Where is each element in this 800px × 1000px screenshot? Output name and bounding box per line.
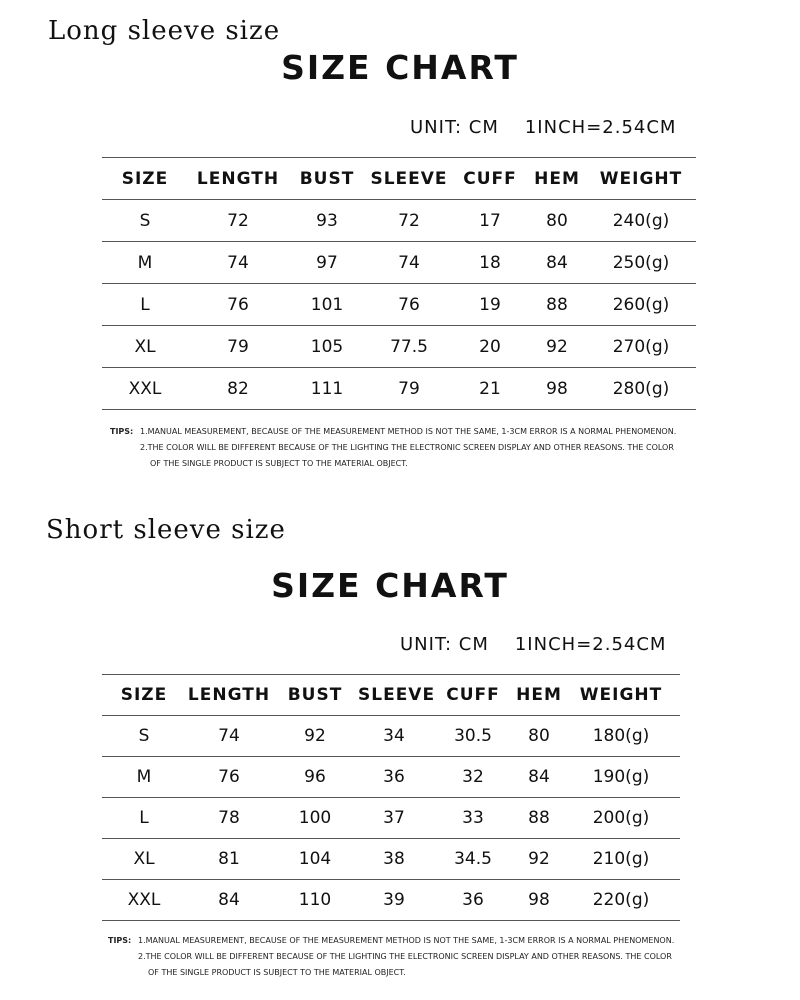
tips-label: TIPS: <box>110 427 134 436</box>
table-cell: 74 <box>186 716 272 757</box>
table-cell: 34 <box>358 716 430 757</box>
table-row <box>102 242 696 284</box>
table-cell: 104 <box>272 839 358 880</box>
short-sleeve-title: SIZE CHART <box>271 566 509 605</box>
table-cell: 210(g) <box>562 839 680 880</box>
tips-line-3: OF THE SINGLE PRODUCT IS SUBJECT TO THE MATERIAL OBJECT. <box>150 459 408 468</box>
tips-line-1: 1.MANUAL MEASUREMENT, BECAUSE OF THE MEASUREMENT METHOD IS NOT THE SAME, 1-3CM ERROR IS A NORMAL PHENOMENON. <box>140 427 677 436</box>
header-cell: BUST <box>272 675 358 716</box>
table-cell: S <box>102 716 186 757</box>
short-sleeve-unit-line <box>400 634 666 655</box>
table-cell: 80 <box>516 716 562 757</box>
table-cell: 250(g) <box>586 242 696 284</box>
table-cell: 20 <box>452 326 528 368</box>
table-cell: 93 <box>288 200 366 242</box>
short-sleeve-caption: Short sleeve size <box>46 515 286 545</box>
header-cell: LENGTH <box>186 675 272 716</box>
table-cell: 36 <box>430 880 516 921</box>
header-cell: CUFF <box>430 675 516 716</box>
table-cell: 88 <box>516 798 562 839</box>
header-cell: CUFF <box>452 158 528 200</box>
table-cell: 32 <box>430 757 516 798</box>
table-cell: 240(g) <box>586 200 696 242</box>
table-cell: 100 <box>272 798 358 839</box>
table-cell: 260(g) <box>586 284 696 326</box>
table-row <box>102 798 680 839</box>
table-cell: 76 <box>366 284 452 326</box>
tips-line-1: 1.MANUAL MEASUREMENT, BECAUSE OF THE MEASUREMENT METHOD IS NOT THE SAME, 1-3CM ERROR IS A NORMAL PHENOMENON. <box>138 936 675 945</box>
tips-label: TIPS: <box>108 936 132 945</box>
table-cell: 36 <box>358 757 430 798</box>
table-row <box>102 326 696 368</box>
table-cell: 19 <box>452 284 528 326</box>
table-row <box>102 716 680 757</box>
table-cell: 74 <box>366 242 452 284</box>
table-cell: 220(g) <box>562 880 680 921</box>
header-cell: HEM <box>516 675 562 716</box>
short-sleeve-section <box>0 500 800 1000</box>
table-cell: 88 <box>528 284 586 326</box>
table-cell: 21 <box>452 368 528 410</box>
table-cell: XL <box>102 839 186 880</box>
table-cell: 96 <box>272 757 358 798</box>
table-row <box>102 880 680 921</box>
table-cell: 72 <box>188 200 288 242</box>
header-cell: SIZE <box>102 158 188 200</box>
table-cell: 72 <box>366 200 452 242</box>
header-cell: WEIGHT <box>586 158 696 200</box>
header-cell: LENGTH <box>188 158 288 200</box>
tips-line-3: OF THE SINGLE PRODUCT IS SUBJECT TO THE MATERIAL OBJECT. <box>148 968 406 977</box>
table-cell: 38 <box>358 839 430 880</box>
table-cell: 92 <box>528 326 586 368</box>
table-cell: 76 <box>188 284 288 326</box>
long-sleeve-size-table <box>102 157 696 410</box>
table-cell: 79 <box>188 326 288 368</box>
table-cell: 82 <box>188 368 288 410</box>
table-cell: 74 <box>188 242 288 284</box>
header-cell: SLEEVE <box>366 158 452 200</box>
header-cell: BUST <box>288 158 366 200</box>
table-cell: 76 <box>186 757 272 798</box>
table-cell: L <box>102 284 188 326</box>
table-cell: S <box>102 200 188 242</box>
header-cell: WEIGHT <box>562 675 680 716</box>
table-cell: 84 <box>528 242 586 284</box>
table-cell: 81 <box>186 839 272 880</box>
table-cell: 84 <box>516 757 562 798</box>
table-cell: 180(g) <box>562 716 680 757</box>
table-header-row <box>102 675 680 716</box>
table-cell: 280(g) <box>586 368 696 410</box>
table-cell: XL <box>102 326 188 368</box>
inch-conversion: 1INCH=2.54CM <box>514 634 667 655</box>
table-cell: 98 <box>516 880 562 921</box>
unit-label: UNIT: CM <box>400 634 489 655</box>
table-cell: M <box>102 757 186 798</box>
table-cell: 110 <box>272 880 358 921</box>
table-cell: 98 <box>528 368 586 410</box>
table-row <box>102 757 680 798</box>
table-cell: 84 <box>186 880 272 921</box>
long-sleeve-caption: Long sleeve size <box>48 16 281 46</box>
table-cell: 97 <box>288 242 366 284</box>
table-cell: 78 <box>186 798 272 839</box>
table-cell: 79 <box>366 368 452 410</box>
table-row <box>102 200 696 242</box>
header-cell: SIZE <box>102 675 186 716</box>
table-cell: 39 <box>358 880 430 921</box>
table-cell: L <box>102 798 186 839</box>
table-cell: 270(g) <box>586 326 696 368</box>
table-cell: 18 <box>452 242 528 284</box>
table-cell: 77.5 <box>366 326 452 368</box>
tips-line-2: 2.THE COLOR WILL BE DIFFERENT BECAUSE OF THE LIGHTING THE ELECTRONIC SCREEN DISPLAY AND OTHER REASONS. THE COLOR <box>140 443 674 452</box>
table-cell: 33 <box>430 798 516 839</box>
table-cell: 34.5 <box>430 839 516 880</box>
inch-conversion: 1INCH=2.54CM <box>524 117 677 138</box>
table-row <box>102 284 696 326</box>
table-cell: 101 <box>288 284 366 326</box>
header-cell: HEM <box>528 158 586 200</box>
table-cell: 190(g) <box>562 757 680 798</box>
header-cell: SLEEVE <box>358 675 430 716</box>
table-cell: XXL <box>102 368 188 410</box>
table-cell: 92 <box>272 716 358 757</box>
long-sleeve-unit-line <box>410 117 676 138</box>
table-cell: 200(g) <box>562 798 680 839</box>
table-cell: 30.5 <box>430 716 516 757</box>
long-sleeve-title: SIZE CHART <box>281 48 519 87</box>
table-cell: XXL <box>102 880 186 921</box>
tips-line-2: 2.THE COLOR WILL BE DIFFERENT BECAUSE OF THE LIGHTING THE ELECTRONIC SCREEN DISPLAY AND OTHER REASONS. THE COLOR <box>138 952 672 961</box>
table-cell: 37 <box>358 798 430 839</box>
table-row <box>102 368 696 410</box>
table-cell: 17 <box>452 200 528 242</box>
table-cell: M <box>102 242 188 284</box>
long-sleeve-tips <box>110 424 676 472</box>
table-row <box>102 839 680 880</box>
short-sleeve-tips <box>108 933 674 981</box>
table-cell: 105 <box>288 326 366 368</box>
short-sleeve-size-table <box>102 674 680 921</box>
table-header-row <box>102 158 696 200</box>
unit-label: UNIT: CM <box>410 117 499 138</box>
table-cell: 92 <box>516 839 562 880</box>
table-cell: 80 <box>528 200 586 242</box>
table-cell: 111 <box>288 368 366 410</box>
